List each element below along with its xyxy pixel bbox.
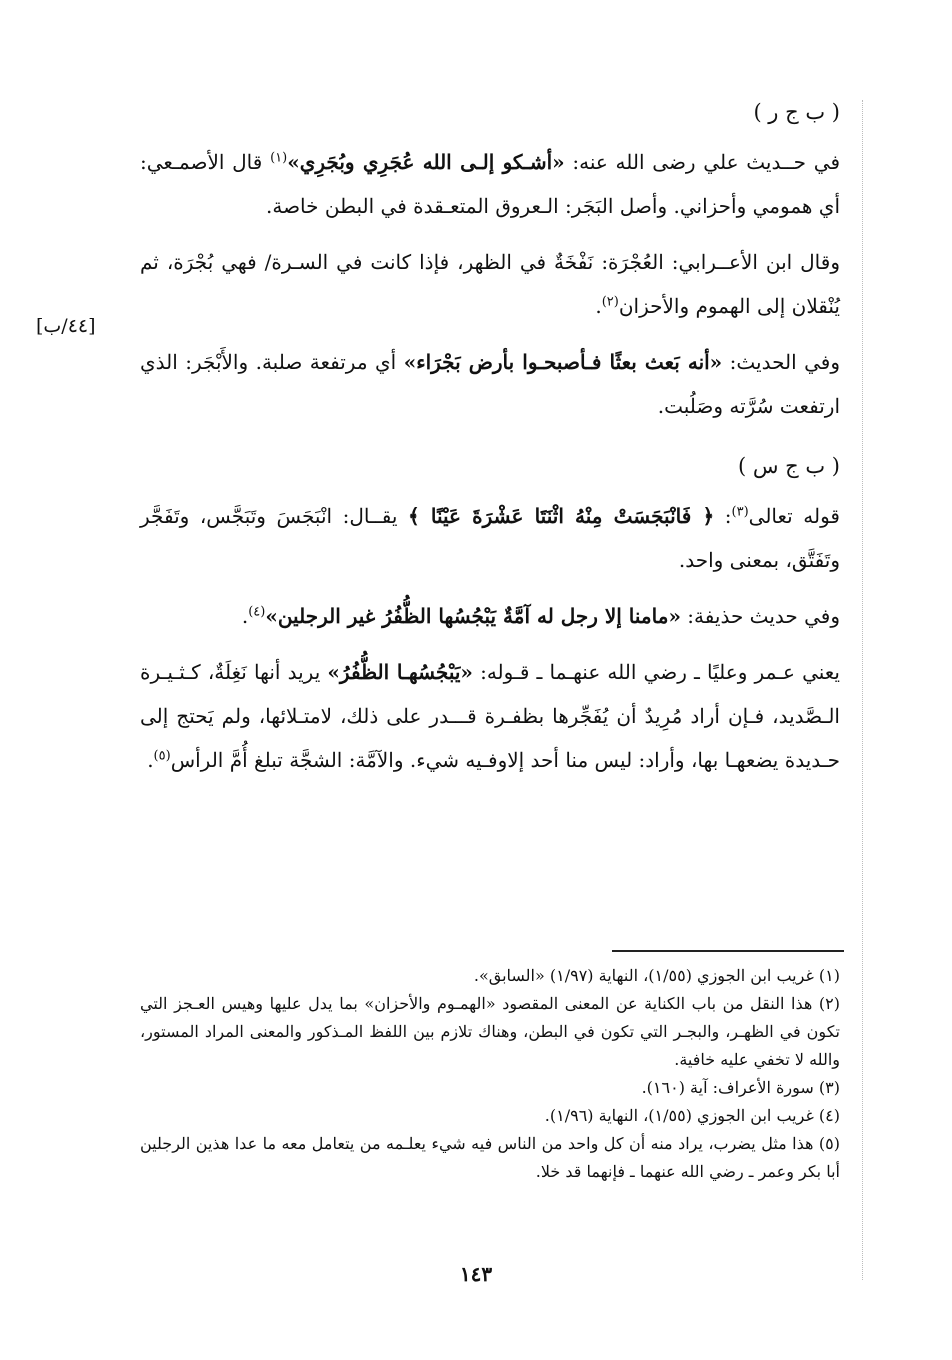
entry-heading-bjs: ( ب ج س )	[737, 454, 840, 478]
text-run: وفي الحديث:	[722, 350, 840, 374]
footnote-ref: (٤)	[248, 604, 266, 620]
footnote-4: (٤) غريب ابن الجوزي (١/٥٥)، النهاية (١/٩٦).	[544, 1106, 840, 1125]
paragraph-bjr-3	[140, 340, 840, 428]
text-run: قال الأصمـعي: أي همومي وأحزاني. وأصل البَجَر: الـعروق المتعـقدة في البطن خاصة.	[140, 150, 840, 218]
text-run: وفي حديث حذيفة:	[680, 604, 840, 628]
manuscript-folio-marker: [٤٤/ب]	[36, 315, 96, 337]
footnote-ref: (٥)	[153, 748, 171, 764]
text-run: :	[714, 504, 732, 528]
text-run: .	[241, 604, 249, 628]
footnote-5: (٥) هذا مثل يضرب، يراد منه أن كل واحد من الناس فيه شيء يعلـمه من يتعامل معه ما عدا هذين الرجلين أبا بكر وعمر ـ رضي الله عنهما ـ فإنهما قد خلا.	[140, 1134, 841, 1181]
quoted-text: «أشـكو إلـى الله عُجَرِي وبُجَرِي»	[287, 150, 565, 174]
entry-heading-bjr: ( ب ج ر )	[753, 100, 840, 124]
text-run: في حــديث علي رضى الله عنه:	[564, 150, 841, 174]
quoted-text: «أنه بَعث بعثًا فـأصبحـوا بأرض بَجْرَاء»	[403, 350, 723, 374]
paragraph-bjs-3	[140, 650, 840, 782]
paragraph-bjs-2	[140, 594, 840, 638]
paragraph-bjr-1	[140, 140, 840, 228]
quoted-text: ﴿ فَانْبَجَسَتْ مِنْهُ اثْنَتَا عَشْرَةَ عَيْنًا ﴾	[407, 504, 715, 528]
paragraph-bjr-2	[140, 240, 840, 328]
text-run: يريد أنها نَغِلَةٌ، كـثـيـرة الـصَّديد، فـإن أراد مُرِيدٌ أن يُفَجِّرها بظفـرة قـــدر على ذلك، لامتـلائها، ولم يَحتج إلى حـديدة يضعهـا بها، وأراد: ليس منا أحد إلاوفـيه شيء. والآمَّة: الشجَّة تبلغ أُمَّ الرأس	[140, 660, 840, 772]
text-run: قوله تعالى	[748, 504, 840, 528]
footnote-ref: (٢)	[601, 294, 619, 310]
text-run: .	[147, 748, 154, 772]
text-run: يعني عـمر وعليًا ـ رضي الله عنهـما ـ قـوله:	[472, 660, 840, 684]
main-text	[140, 88, 840, 782]
text-run: .	[595, 294, 602, 318]
footnote-3: (٣) سورة الأعراف: آية (١٦٠).	[641, 1078, 840, 1097]
footnote-2: (٢) هذا النقل من باب الكناية عن المعنى المقصود «الهمـوم والأحزان» بما يدل عليها وهيس العـجز التي تكون في الظهـر، والبجـر التي تكون في البطن، وهناك تلازم بين اللفظ المـذكور والمعنى المراد المستور، والله لا تخفي عليه خافية.	[140, 994, 840, 1069]
footnote-ref: (١)	[270, 150, 288, 166]
footnote-1: (١) غريب ابن الجوزي (١/٥٥)، النهاية (١/٩٧) «السابق».	[473, 966, 840, 985]
quoted-text: «يَبْجُسُهـا الظُّفُرُ»	[327, 660, 473, 684]
footnote-separator	[612, 950, 844, 952]
text-run: أي مرتفعة صلبة. والأَبْجَر: الذي ارتفعت سُرَّته وصَلُبت.	[140, 350, 840, 418]
footnote-ref: (٣)	[731, 504, 749, 520]
page-number: ١٤٣	[459, 1262, 493, 1286]
footnotes	[140, 962, 840, 1186]
quoted-text: «مامنا إلا رجل له آمَّةٌ يَبْجُسُها الظُّفُرُ غير الرجلين»	[265, 604, 681, 628]
text-run: يقــال: انْبَجَسَ وتَبَجَّس، وتَفَجَّر وتَفَتَّق، بمعنى واحد.	[140, 504, 840, 572]
paragraph-bjs-1	[140, 494, 840, 582]
scan-edge-dots	[862, 100, 864, 1280]
text-run: وقال ابن الأعــرابي: العُجْرَة: نَفْخَةٌ في الظهر، فإذا كانت في السـرة/ فهي بُجْرَة، ثم يُنْقلان إلى الهموم والأحزان	[140, 250, 840, 318]
